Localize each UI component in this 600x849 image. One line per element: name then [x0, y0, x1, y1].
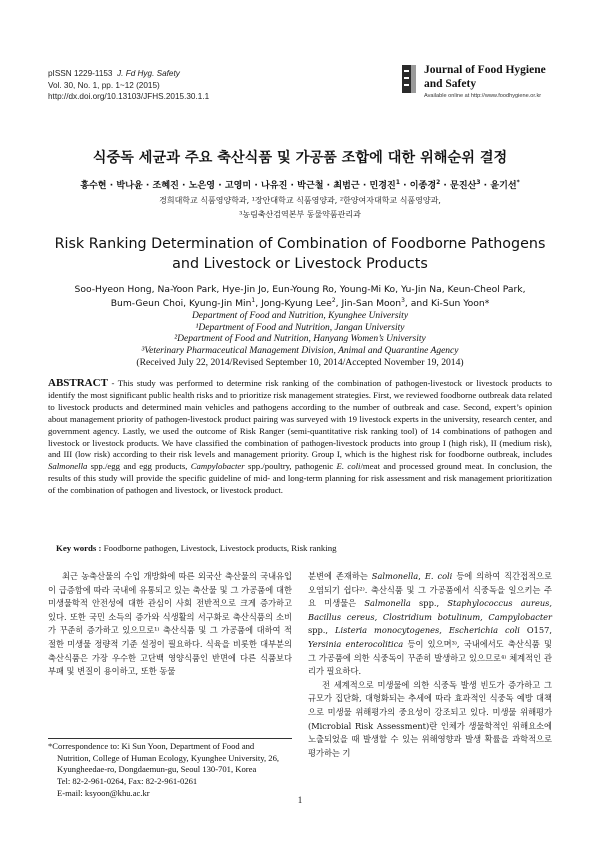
doi-line[interactable]: http://dx.doi.org/10.13103/JFHS.2015.30.1.1 — [48, 92, 210, 101]
english-title: Risk Ranking Determination of Combination of Foodborne Pathogens and Livestock or Livestock Products — [54, 236, 546, 272]
page-number: 1 — [297, 795, 303, 805]
korean-title: 식중독 세균과 주요 축산식품 및 가공품 조합에 대한 위해순위 결정 — [92, 150, 508, 166]
english-affiliations: Department of Food and Nutrition, Kyunghee University ¹Department of Food and Nutrition, Jangan University ²Department of Food and Nutrition, Hanyang Women’s University ³Veterinary Pharmaceutical Management Division, Animal and Quarantine Agency — [141, 311, 459, 356]
body-paragraph: 분변에 존재하는 Salmonella, E. coli 등에 의하여 직간접적으로 오염되기 쉽다²⁾. 축산식품 및 그 가공품에서 식중독을 일으키는 주요 미생물은 Salmonella spp., Staphylococcus aureus, Bacillus cereus, Clostridium botulinum, Campylobacter spp., Listeria monocytogenes, Escherichia coli O157, Yersinia enterocolitica 등이 있으며³⁾, 국내에서도 축산식품 및 그 가공품에 의한 식중독이 꾸준히 발생하고 있으므로⁴⁾ 체계적인 관리가 필요하다. — [308, 571, 553, 677]
journal-meta — [48, 68, 209, 103]
author-separator: · — [359, 181, 370, 191]
footnote-divider — [48, 738, 292, 739]
author-separator: · — [215, 181, 225, 191]
author-name: 박근철 — [297, 181, 324, 191]
author-affiliation-mark: 3 — [476, 179, 481, 186]
abstract: ABSTRACT - This study was performed to determine risk ranking of the combination of pathogen-livestock or livestock products to identify the most significant public health risks and to prioritize risk management strategies. First, we reviewed foodborne outbreak data related to livestock products and determined main vehicles and pathogens according to the number of outbreak and case. Second, expert’s opinion about management priority of pathogen-livestock product pairing was surveyed with 19 livestock experts in the university, research center, and government agency. Lastly, we used the outcome of Risk Ranger (semi-quantitative risk ranking tool) of 14 combinations of pathogen and livestock or livestock products. We have classified the combination of pathogen-livestock products into group I (high risk), II (medium risk), and III (low risk) according to their risk levels and management priority. Group I, which is the highest risk for foodborne outbreak, includes Salmonella spp./egg and egg products, Campylobacter spp./poultry, pathogenic E. coli/meat and processed ground meat. In conclusion, the results of this study will provide the specific guideline of mid- and long-term planning for risk assessment and risk management prioritization of the combination of pathogen and livestock, or livestock product. — [48, 377, 552, 496]
body-column-left — [48, 570, 292, 679]
author-separator: · — [399, 181, 410, 191]
email[interactable]: E-mail: ksyoon@khu.ac.kr — [57, 787, 150, 798]
author-name: 이종경 — [409, 181, 437, 191]
keywords: Key words : Foodborne pathogen, Livestock, Livestock products, Risk ranking — [56, 543, 337, 553]
author-separator: · — [323, 181, 334, 191]
author-name: 나유진 — [261, 181, 288, 191]
journal-logo-title: Journal of Food Hygiene and Safety — [424, 64, 546, 90]
korean-affiliations: 경희대학교 식품영양학과, ¹장안대학교 식품영양과, ²한양여자대학교 식품영양과, ³농림축산검역본부 동물약품관리과 — [159, 196, 441, 219]
keywords-label: Key words : — [56, 543, 102, 553]
author-name: 문진산 — [450, 181, 477, 191]
author-affiliation-mark: 2 — [436, 179, 441, 186]
journal-logo-icon — [402, 65, 416, 93]
journal-abbrev: J. Fd Hyg. Safety — [117, 69, 180, 78]
author-separator: · — [106, 181, 117, 191]
journal-url[interactable]: Available online at http://www.foodhygiene.or.kr — [424, 93, 542, 99]
author-name: 조혜진 — [152, 181, 179, 191]
author-separator: · — [440, 181, 451, 191]
body-paragraph: 전 세계적으로 미생물에 의한 식중독 발생 빈도가 증가하고 그 규모가 집단화, 대형화되는 추세에 따라 효과적인 식중독 예방 대책으로 미생물 위해평가의 중요성이 강조되고 있다. 미생물 위해평가(Microbial Risk Assessment)란 인체가 생물학적인 위해요소에 노출되었을 때 발생할 수 있는 위해영향과 발생 확률을 과학적으로 평가하는 기 — [308, 679, 552, 758]
author-name: 민경진 — [369, 181, 396, 191]
correspondence-footnote: *Correspondence to: Ki Sun Yoon, Department of Food and Nutrition, College of Human Ecology, Kyunghee University, 26, Kyungheedae-ro, Dongdaemun-gu, Seoul 130-701, Korea Tel: 82-2-961-0264, Fax: 82-2-961-0261 E-mail: ksyoon@khu.ac.kr — [48, 741, 292, 800]
english-authors: Soo-Hyeon Hong, Na-Yoon Park, Hye-Jin Jo, Eun-Young Ro, Young-Mi Ko, Yu-Jin Na, Keun-Cheol Park, Bum-Geun Choi, Kyung-Jin Min$^1$, Jong-Kyung Lee$^2$, Jin-San Moon$^3$, and Ki-Sun Yoon* — [74, 284, 526, 310]
body-paragraph: 최근 농축산물의 수입 개방화에 따른 외국산 축산물의 국내유입이 급증함에 따라 국내에 유통되고 있는 축산물 및 그 가공품에 대한 미생물학적 안전성에 대한 관심이 사회 전반적으로 크게 증가하고 있다. 또한 국민 소득의 증가와 식생활의 서구화로 축산식품의 소비가 꾸준히 증가하고 있으므로¹⁾ 축산식품 및 그 가공품에 대하여 적절한 미생물 정량적 기준 설정이 필요하다. 식육을 비롯한 대부분의 축산식품은 가장 우수한 고단백 영양식품인 반면에 다른 식품보다 부패 및 변질이 용이하고, 또한 동물 — [48, 571, 292, 677]
author-name: 박나윤 — [116, 181, 143, 191]
author-name: 노은영 — [188, 181, 216, 191]
journal-logo — [402, 61, 562, 107]
author-name: 윤기선 — [490, 181, 517, 191]
author-separator: · — [287, 181, 298, 191]
issn-line: pISSN 1229-1153 J. Fd Hyg. Safety — [48, 69, 180, 78]
author-separator: · — [251, 181, 261, 191]
author-separator: · — [142, 181, 153, 191]
author-name: 고영미 — [224, 181, 252, 191]
author-separator: · — [480, 181, 491, 191]
received-dates: (Received July 22, 2014/Revised September 10, 2014/Accepted November 19, 2014) — [136, 357, 464, 368]
author-name: 홍수현 — [80, 181, 107, 191]
author-name: 최범근 — [333, 181, 360, 191]
author-separator: · — [178, 181, 189, 191]
volume-line: Vol. 30, No. 1, pp. 1~12 (2015) — [48, 80, 160, 90]
abstract-heading: ABSTRACT — [48, 377, 108, 389]
body-column-right — [308, 570, 552, 760]
author-affiliation-mark: * — [516, 179, 520, 186]
korean-authors — [0, 178, 600, 191]
author-affiliation-mark: 1 — [395, 179, 400, 186]
